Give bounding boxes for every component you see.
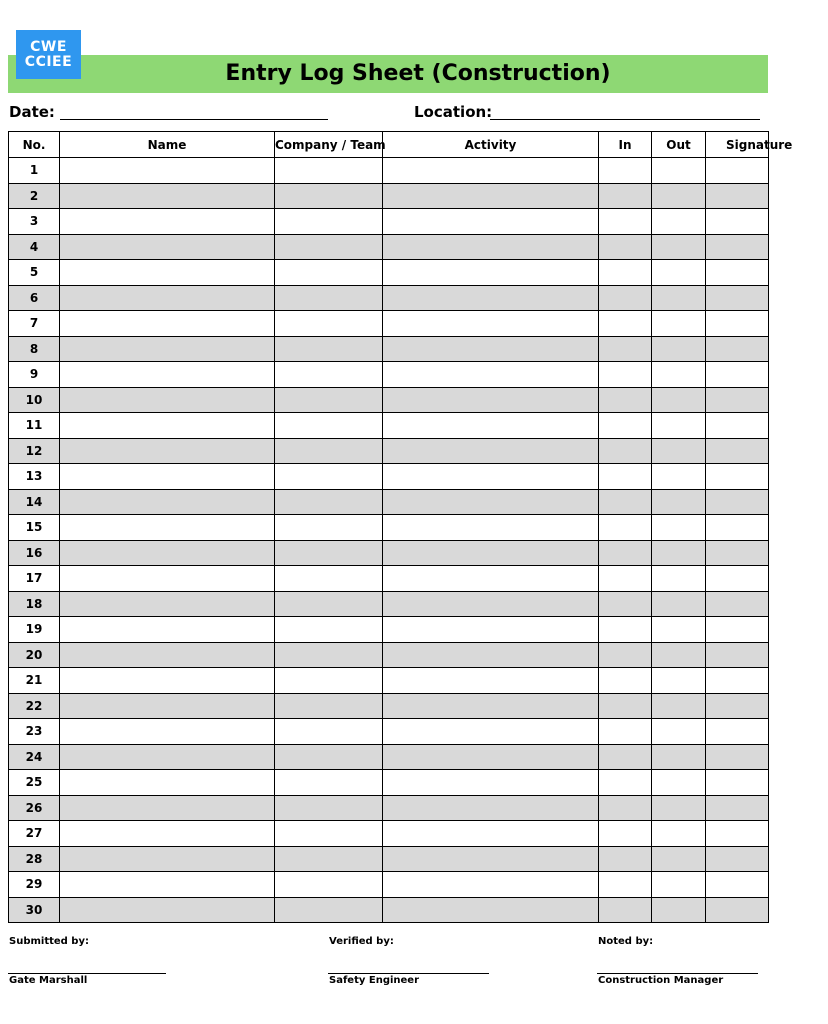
row-number: 25 [9, 770, 60, 796]
out-cell[interactable] [652, 260, 706, 286]
name-cell[interactable] [60, 617, 275, 643]
company-cell[interactable] [275, 540, 383, 566]
column-header-activity: Activity [383, 132, 599, 158]
out-cell[interactable] [652, 438, 706, 464]
table-row [9, 387, 769, 413]
name-cell[interactable] [60, 719, 275, 745]
in-cell[interactable] [599, 897, 652, 923]
table-row [9, 795, 769, 821]
out-cell[interactable] [652, 719, 706, 745]
out-cell[interactable] [652, 540, 706, 566]
in-cell[interactable] [599, 362, 652, 388]
activity-cell[interactable] [383, 617, 599, 643]
activity-cell[interactable] [383, 336, 599, 362]
table-row [9, 642, 769, 668]
activity-cell[interactable] [383, 821, 599, 847]
activity-cell[interactable] [383, 413, 599, 439]
column-header-in: In [599, 132, 652, 158]
activity-cell[interactable] [383, 464, 599, 490]
activity-cell[interactable] [383, 872, 599, 898]
in-cell[interactable] [599, 795, 652, 821]
page-title: Entry Log Sheet (Construction) [225, 61, 611, 86]
signature-cell[interactable] [706, 489, 769, 515]
in-cell[interactable] [599, 540, 652, 566]
table-row [9, 489, 769, 515]
name-cell[interactable] [60, 158, 275, 184]
in-cell[interactable] [599, 617, 652, 643]
activity-cell[interactable] [383, 591, 599, 617]
name-cell[interactable] [60, 387, 275, 413]
signature-cell[interactable] [706, 234, 769, 260]
activity-cell[interactable] [383, 438, 599, 464]
column-header-company: Company / Team [275, 132, 383, 158]
activity-cell[interactable] [383, 209, 599, 235]
table-row [9, 846, 769, 872]
row-number: 29 [9, 872, 60, 898]
out-cell[interactable] [652, 489, 706, 515]
name-cell[interactable] [60, 234, 275, 260]
company-cell[interactable] [275, 795, 383, 821]
row-number: 8 [9, 336, 60, 362]
out-cell[interactable] [652, 209, 706, 235]
signature-cell[interactable] [706, 260, 769, 286]
out-cell[interactable] [652, 591, 706, 617]
row-number: 4 [9, 234, 60, 260]
name-cell[interactable] [60, 795, 275, 821]
table-row [9, 209, 769, 235]
row-number: 28 [9, 846, 60, 872]
name-cell[interactable] [60, 591, 275, 617]
company-cell[interactable] [275, 642, 383, 668]
name-cell[interactable] [60, 336, 275, 362]
row-number: 26 [9, 795, 60, 821]
out-cell[interactable] [652, 795, 706, 821]
signature-cell[interactable] [706, 872, 769, 898]
signature-cell[interactable] [706, 744, 769, 770]
noted-by-signature-line[interactable] [597, 973, 758, 974]
row-number: 15 [9, 515, 60, 541]
activity-cell[interactable] [383, 795, 599, 821]
name-cell[interactable] [60, 566, 275, 592]
row-number: 20 [9, 642, 60, 668]
activity-cell[interactable] [383, 719, 599, 745]
table-row [9, 668, 769, 694]
signature-cell[interactable] [706, 387, 769, 413]
out-cell[interactable] [652, 515, 706, 541]
signature-cell[interactable] [706, 897, 769, 923]
in-cell[interactable] [599, 744, 652, 770]
out-cell[interactable] [652, 464, 706, 490]
in-cell[interactable] [599, 336, 652, 362]
in-cell[interactable] [599, 158, 652, 184]
in-cell[interactable] [599, 566, 652, 592]
in-cell[interactable] [599, 591, 652, 617]
row-number: 9 [9, 362, 60, 388]
table-header-row [9, 132, 769, 158]
out-cell[interactable] [652, 872, 706, 898]
location-field[interactable] [490, 119, 760, 120]
row-number: 3 [9, 209, 60, 235]
row-number: 5 [9, 260, 60, 286]
in-cell[interactable] [599, 311, 652, 337]
company-cell[interactable] [275, 515, 383, 541]
row-number: 17 [9, 566, 60, 592]
out-cell[interactable] [652, 413, 706, 439]
verified-by-signature-line[interactable] [328, 973, 489, 974]
name-cell[interactable] [60, 668, 275, 694]
table-row [9, 285, 769, 311]
company-cell[interactable] [275, 387, 383, 413]
activity-cell[interactable] [383, 311, 599, 337]
out-cell[interactable] [652, 770, 706, 796]
table-row [9, 362, 769, 388]
company-cell[interactable] [275, 260, 383, 286]
activity-cell[interactable] [383, 897, 599, 923]
name-cell[interactable] [60, 489, 275, 515]
table-row [9, 897, 769, 923]
company-cell[interactable] [275, 744, 383, 770]
out-cell[interactable] [652, 846, 706, 872]
name-cell[interactable] [60, 515, 275, 541]
out-cell[interactable] [652, 311, 706, 337]
table-row [9, 311, 769, 337]
out-cell[interactable] [652, 362, 706, 388]
name-cell[interactable] [60, 413, 275, 439]
in-cell[interactable] [599, 846, 652, 872]
company-logo [16, 30, 81, 79]
column-header-signature: Signature [706, 132, 769, 158]
out-cell[interactable] [652, 821, 706, 847]
date-field[interactable] [60, 119, 328, 120]
out-cell[interactable] [652, 642, 706, 668]
in-cell[interactable] [599, 668, 652, 694]
signature-cell[interactable] [706, 158, 769, 184]
activity-cell[interactable] [383, 642, 599, 668]
in-cell[interactable] [599, 260, 652, 286]
signature-cell[interactable] [706, 693, 769, 719]
company-cell[interactable] [275, 362, 383, 388]
in-cell[interactable] [599, 693, 652, 719]
row-number: 21 [9, 668, 60, 694]
activity-cell[interactable] [383, 234, 599, 260]
name-cell[interactable] [60, 846, 275, 872]
name-cell[interactable] [60, 770, 275, 796]
company-cell[interactable] [275, 668, 383, 694]
activity-cell[interactable] [383, 566, 599, 592]
out-cell[interactable] [652, 897, 706, 923]
company-cell[interactable] [275, 770, 383, 796]
entry-log-table [8, 131, 793, 923]
company-cell[interactable] [275, 234, 383, 260]
company-cell[interactable] [275, 183, 383, 209]
signature-cell[interactable] [706, 311, 769, 337]
column-header-no: No. [9, 132, 60, 158]
table-row [9, 591, 769, 617]
signature-cell[interactable] [706, 821, 769, 847]
row-number: 12 [9, 438, 60, 464]
signature-cell[interactable] [706, 438, 769, 464]
in-cell[interactable] [599, 464, 652, 490]
signature-cell[interactable] [706, 464, 769, 490]
signature-cell[interactable] [706, 668, 769, 694]
column-header-name: Name [60, 132, 275, 158]
row-number: 22 [9, 693, 60, 719]
in-cell[interactable] [599, 183, 652, 209]
signature-cell[interactable] [706, 413, 769, 439]
signature-cell[interactable] [706, 285, 769, 311]
name-cell[interactable] [60, 362, 275, 388]
company-cell[interactable] [275, 897, 383, 923]
table-row [9, 566, 769, 592]
company-cell[interactable] [275, 438, 383, 464]
signature-cell[interactable] [706, 336, 769, 362]
table-row [9, 336, 769, 362]
company-cell[interactable] [275, 413, 383, 439]
activity-cell[interactable] [383, 693, 599, 719]
in-cell[interactable] [599, 413, 652, 439]
table-row [9, 234, 769, 260]
row-number: 18 [9, 591, 60, 617]
table-row [9, 821, 769, 847]
signature-cell[interactable] [706, 566, 769, 592]
column-header-out: Out [652, 132, 706, 158]
name-cell[interactable] [60, 285, 275, 311]
signature-cell[interactable] [706, 770, 769, 796]
name-cell[interactable] [60, 897, 275, 923]
submitted-by-role: Gate Marshall [9, 975, 88, 986]
out-cell[interactable] [652, 158, 706, 184]
table-row [9, 438, 769, 464]
company-cell[interactable] [275, 693, 383, 719]
row-number: 13 [9, 464, 60, 490]
company-cell[interactable] [275, 285, 383, 311]
table-row [9, 540, 769, 566]
activity-cell[interactable] [383, 260, 599, 286]
table-row [9, 617, 769, 643]
row-number: 30 [9, 897, 60, 923]
out-cell[interactable] [652, 693, 706, 719]
name-cell[interactable] [60, 693, 275, 719]
company-cell[interactable] [275, 846, 383, 872]
out-cell[interactable] [652, 387, 706, 413]
row-number: 23 [9, 719, 60, 745]
table-row [9, 719, 769, 745]
activity-cell[interactable] [383, 158, 599, 184]
submitted-by-signature-line[interactable] [8, 973, 166, 974]
name-cell[interactable] [60, 642, 275, 668]
company-cell[interactable] [275, 489, 383, 515]
out-cell[interactable] [652, 183, 706, 209]
out-cell[interactable] [652, 234, 706, 260]
table-row [9, 693, 769, 719]
in-cell[interactable] [599, 285, 652, 311]
in-cell[interactable] [599, 438, 652, 464]
table-row [9, 744, 769, 770]
row-number: 7 [9, 311, 60, 337]
table-row [9, 872, 769, 898]
submitted-by-label: Submitted by: [9, 936, 89, 947]
row-number: 19 [9, 617, 60, 643]
activity-cell[interactable] [383, 540, 599, 566]
company-cell[interactable] [275, 311, 383, 337]
location-label: Location: [414, 103, 493, 121]
out-cell[interactable] [652, 285, 706, 311]
name-cell[interactable] [60, 540, 275, 566]
name-cell[interactable] [60, 260, 275, 286]
company-cell[interactable] [275, 566, 383, 592]
company-cell[interactable] [275, 872, 383, 898]
company-cell[interactable] [275, 591, 383, 617]
table-row [9, 770, 769, 796]
in-cell[interactable] [599, 821, 652, 847]
out-cell[interactable] [652, 744, 706, 770]
company-cell[interactable] [275, 719, 383, 745]
signature-cell[interactable] [706, 591, 769, 617]
in-cell[interactable] [599, 719, 652, 745]
activity-cell[interactable] [383, 285, 599, 311]
name-cell[interactable] [60, 744, 275, 770]
table-row [9, 158, 769, 184]
activity-cell[interactable] [383, 515, 599, 541]
company-cell[interactable] [275, 464, 383, 490]
table-row [9, 260, 769, 286]
out-cell[interactable] [652, 336, 706, 362]
activity-cell[interactable] [383, 668, 599, 694]
activity-cell[interactable] [383, 183, 599, 209]
company-cell[interactable] [275, 158, 383, 184]
row-number: 27 [9, 821, 60, 847]
in-cell[interactable] [599, 770, 652, 796]
name-cell[interactable] [60, 464, 275, 490]
signature-cell[interactable] [706, 183, 769, 209]
company-cell[interactable] [275, 617, 383, 643]
row-number: 16 [9, 540, 60, 566]
activity-cell[interactable] [383, 744, 599, 770]
title-banner [8, 55, 768, 93]
row-number: 24 [9, 744, 60, 770]
row-number: 10 [9, 387, 60, 413]
activity-cell[interactable] [383, 846, 599, 872]
company-cell[interactable] [275, 209, 383, 235]
in-cell[interactable] [599, 872, 652, 898]
activity-cell[interactable] [383, 489, 599, 515]
out-cell[interactable] [652, 617, 706, 643]
signature-cell[interactable] [706, 209, 769, 235]
name-cell[interactable] [60, 821, 275, 847]
in-cell[interactable] [599, 387, 652, 413]
table-row [9, 413, 769, 439]
in-cell[interactable] [599, 234, 652, 260]
logo-line-2: CCIEE [24, 53, 73, 70]
activity-cell[interactable] [383, 362, 599, 388]
row-number: 2 [9, 183, 60, 209]
table-row [9, 464, 769, 490]
out-cell[interactable] [652, 566, 706, 592]
out-cell[interactable] [652, 668, 706, 694]
in-cell[interactable] [599, 489, 652, 515]
table-row [9, 183, 769, 209]
date-label: Date: [9, 103, 55, 121]
in-cell[interactable] [599, 642, 652, 668]
row-number: 11 [9, 413, 60, 439]
name-cell[interactable] [60, 311, 275, 337]
in-cell[interactable] [599, 515, 652, 541]
activity-cell[interactable] [383, 387, 599, 413]
signature-cell[interactable] [706, 642, 769, 668]
row-number: 1 [9, 158, 60, 184]
signature-cell[interactable] [706, 617, 769, 643]
signature-cell[interactable] [706, 362, 769, 388]
signature-cell[interactable] [706, 795, 769, 821]
company-cell[interactable] [275, 821, 383, 847]
signature-cell[interactable] [706, 540, 769, 566]
signature-cell[interactable] [706, 846, 769, 872]
signature-cell[interactable] [706, 515, 769, 541]
in-cell[interactable] [599, 209, 652, 235]
row-number: 6 [9, 285, 60, 311]
activity-cell[interactable] [383, 770, 599, 796]
name-cell[interactable] [60, 438, 275, 464]
verified-by-label: Verified by: [329, 936, 394, 947]
name-cell[interactable] [60, 209, 275, 235]
noted-by-label: Noted by: [598, 936, 654, 947]
name-cell[interactable] [60, 872, 275, 898]
company-cell[interactable] [275, 336, 383, 362]
verified-by-role: Safety Engineer [329, 975, 420, 986]
name-cell[interactable] [60, 183, 275, 209]
logo-line-1: CWE [30, 38, 67, 55]
signature-cell[interactable] [706, 719, 769, 745]
row-number: 14 [9, 489, 60, 515]
table-row [9, 515, 769, 541]
noted-by-role: Construction Manager [598, 975, 724, 986]
